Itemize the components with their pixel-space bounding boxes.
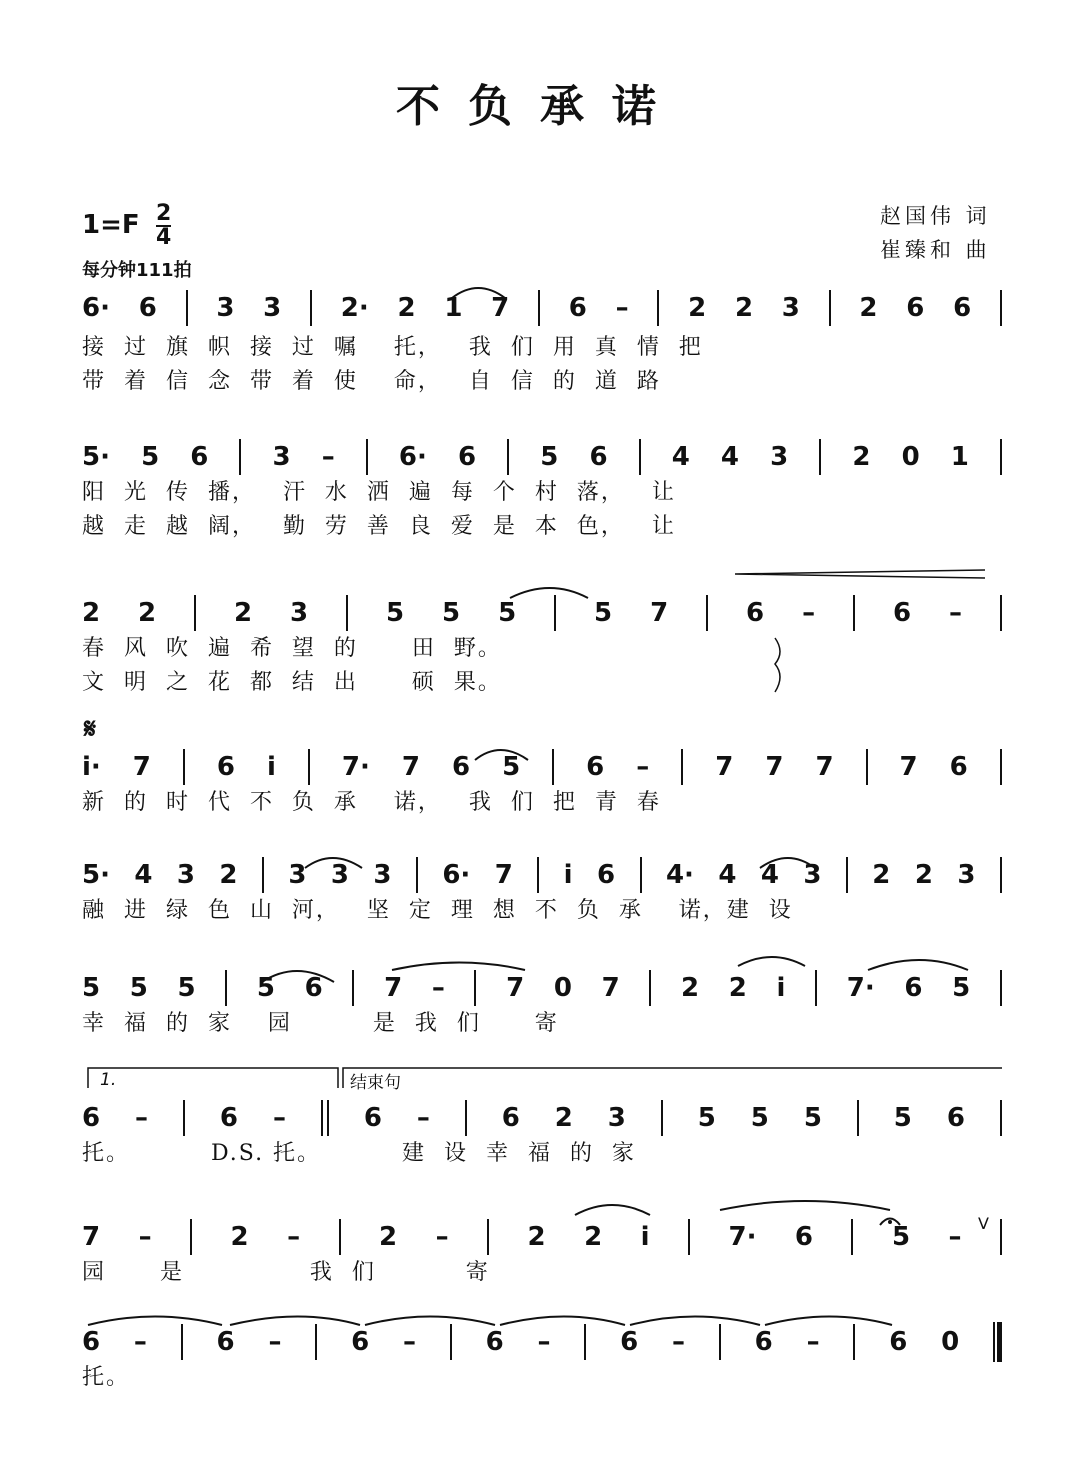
barline xyxy=(538,290,540,326)
note: 2 xyxy=(688,293,707,323)
note: – xyxy=(435,1222,449,1252)
note: 5 xyxy=(803,1103,822,1133)
note: 5 xyxy=(256,973,275,1003)
barline xyxy=(1000,1219,1002,1255)
note: 4 xyxy=(718,860,737,890)
note: 6 xyxy=(351,1327,370,1357)
barline xyxy=(657,290,659,326)
lyric-line: 托。 xyxy=(82,1365,131,1390)
note: 2 xyxy=(219,860,238,890)
note: i· xyxy=(82,752,101,782)
note: 7 xyxy=(899,752,918,782)
barline xyxy=(554,595,556,631)
note: 6 xyxy=(589,442,608,472)
note: 0 xyxy=(553,973,572,1003)
lyric-line: 春 风 吹 遍 希 望 的 田 野。 xyxy=(82,636,502,661)
note: 2 xyxy=(138,598,157,628)
note: – xyxy=(672,1327,686,1357)
barline xyxy=(706,595,708,631)
tempo-marking: 每分钟111拍 xyxy=(82,260,192,281)
note: 3 xyxy=(176,860,195,890)
barline xyxy=(639,439,641,475)
note: 2 xyxy=(859,293,878,323)
note: 7· xyxy=(846,973,875,1003)
barline xyxy=(465,1100,467,1136)
barline xyxy=(1000,749,1002,785)
note: 7· xyxy=(728,1222,757,1252)
note: 5 xyxy=(540,442,559,472)
note: 3 xyxy=(330,860,349,890)
note: 6 xyxy=(216,1327,235,1357)
note: i xyxy=(640,1222,650,1252)
note: 6· xyxy=(82,293,110,323)
notes-row xyxy=(82,437,1002,477)
barline xyxy=(1000,1100,1002,1136)
note: 5 xyxy=(177,973,196,1003)
note: – xyxy=(806,1327,820,1357)
barline xyxy=(1000,857,1002,893)
lyric-line: 越 走 越 阔， 勤 劳 善 良 爱 是 本 色， 让 xyxy=(82,514,676,539)
note: 6 xyxy=(451,752,471,782)
note: 6 xyxy=(363,1103,382,1133)
note: 5 xyxy=(442,598,461,628)
note: 3 xyxy=(770,442,789,472)
note: 3 xyxy=(957,860,976,890)
note: – xyxy=(636,752,650,782)
note: 7 xyxy=(765,752,784,782)
barline xyxy=(719,1324,721,1360)
barline xyxy=(640,857,642,893)
barline xyxy=(474,970,476,1006)
note: 5 xyxy=(386,598,405,628)
note: 6 xyxy=(501,1103,520,1133)
note: 2 xyxy=(397,293,416,323)
barline xyxy=(262,857,264,893)
barline xyxy=(649,970,651,1006)
barline xyxy=(507,439,509,475)
note: 5 xyxy=(891,1222,911,1252)
note: 6 xyxy=(219,1103,238,1133)
note: 5 xyxy=(697,1103,716,1133)
note: 5 xyxy=(594,598,613,628)
notes-row xyxy=(82,1322,1002,1362)
note: 5 xyxy=(502,752,521,782)
note: 1 xyxy=(950,442,969,472)
note: 3 xyxy=(288,860,307,890)
note: 6 xyxy=(304,973,323,1003)
barline xyxy=(310,290,312,326)
barline xyxy=(829,290,831,326)
note: – xyxy=(287,1222,301,1252)
notes-row xyxy=(82,1098,1002,1138)
note: 2 xyxy=(852,442,871,472)
note: – xyxy=(135,1103,149,1133)
note: 5 xyxy=(129,973,148,1003)
note: 7 xyxy=(715,752,734,782)
note: 6 xyxy=(586,752,605,782)
barline xyxy=(1000,439,1002,475)
ending-bracket xyxy=(343,1068,1002,1088)
final-barline xyxy=(993,1322,1002,1362)
note: 3 xyxy=(290,598,309,628)
note: 7 xyxy=(506,973,525,1003)
lyric-line: 接 过 旗 帜 接 过 嘱 托， 我 们 用 真 情 把 xyxy=(82,335,703,360)
time-denominator: 4 xyxy=(156,225,172,250)
barline xyxy=(225,970,227,1006)
barline xyxy=(851,1219,853,1255)
slur xyxy=(575,1205,650,1215)
note: – xyxy=(802,598,816,628)
note: 6 xyxy=(138,293,157,323)
note: 5 xyxy=(141,442,160,472)
time-signature xyxy=(156,201,172,250)
note: 3 xyxy=(607,1103,626,1133)
note: 7 xyxy=(601,973,620,1003)
note: 6 xyxy=(597,860,616,890)
barline xyxy=(1000,595,1002,631)
note: 2 xyxy=(681,973,700,1003)
note: 6 xyxy=(953,293,972,323)
volta-bracket-1 xyxy=(88,1068,338,1088)
note: 7 xyxy=(650,598,669,628)
note: 6 xyxy=(904,973,923,1003)
notes-row xyxy=(82,288,1002,328)
note: 6 xyxy=(82,1327,101,1357)
note: 2 xyxy=(872,860,891,890)
barline xyxy=(1000,970,1002,1006)
note: 6 xyxy=(746,598,765,628)
note: 4 xyxy=(720,442,739,472)
note: 6 xyxy=(216,752,235,782)
note: – xyxy=(537,1327,551,1357)
notes-row xyxy=(82,747,1002,787)
note: 6 xyxy=(949,752,968,782)
note: 6 xyxy=(485,1327,504,1357)
note: – xyxy=(272,1103,286,1133)
barline xyxy=(552,749,554,785)
barline xyxy=(416,857,418,893)
volta-1-label: 1. xyxy=(100,1070,117,1090)
note: 7 xyxy=(132,752,151,782)
double-barline xyxy=(321,1100,329,1136)
note: 2· xyxy=(340,293,369,323)
note: 2 xyxy=(379,1222,398,1252)
note: 5 xyxy=(82,973,101,1003)
note: 6 xyxy=(889,1327,908,1357)
note: 2 xyxy=(728,973,747,1003)
note: 4 xyxy=(671,442,690,472)
notes-row xyxy=(82,855,1002,895)
note: – xyxy=(321,442,335,472)
note: 3 xyxy=(216,293,235,323)
note: 6 xyxy=(620,1327,639,1357)
note: 6 xyxy=(754,1327,773,1357)
note: 5 xyxy=(498,598,517,628)
barline xyxy=(846,857,848,893)
barline xyxy=(186,290,188,326)
note: – xyxy=(431,973,445,1003)
note: 5· xyxy=(82,860,110,890)
lyric-line: 托。 D.S. 托。 建 设 幸 福 的 家 xyxy=(82,1141,636,1166)
lyric-line: 园 是 我 们 寄 xyxy=(82,1260,490,1285)
note: 6· xyxy=(398,442,427,472)
slur xyxy=(720,1201,890,1210)
note: 6 xyxy=(457,442,477,472)
note: 1 xyxy=(444,293,463,323)
note: 2 xyxy=(734,293,754,323)
slur xyxy=(738,957,805,966)
note: 7 xyxy=(82,1222,101,1252)
note: 7· xyxy=(341,752,370,782)
barline xyxy=(584,1324,586,1360)
note: 4 xyxy=(760,860,779,890)
time-numerator: 2 xyxy=(156,201,172,226)
barline xyxy=(815,970,817,1006)
note: 3 xyxy=(803,860,822,890)
note: – xyxy=(416,1103,430,1133)
barline xyxy=(487,1219,489,1255)
note: 4· xyxy=(665,860,694,890)
note: 2 xyxy=(584,1222,603,1252)
note: 5 xyxy=(952,973,971,1003)
note: i xyxy=(563,860,573,890)
note: 3 xyxy=(272,442,291,472)
note: 7 xyxy=(815,752,834,782)
barline xyxy=(315,1324,317,1360)
barline xyxy=(537,857,539,893)
note: 3 xyxy=(373,860,392,890)
note: 7 xyxy=(494,860,513,890)
barline xyxy=(308,749,310,785)
note: 3 xyxy=(781,293,800,323)
ending-label: 结束句 xyxy=(350,1073,401,1093)
note: 7 xyxy=(491,293,510,323)
barline xyxy=(857,1100,859,1136)
segno-sign: 𝄋 xyxy=(84,712,97,745)
barline xyxy=(688,1219,690,1255)
note: 0 xyxy=(901,442,920,472)
lyric-line: 幸 福 的 家 园 是 我 们 寄 xyxy=(82,1011,559,1036)
notes-row xyxy=(82,1217,1002,1257)
note: 0 xyxy=(941,1327,960,1357)
note: i xyxy=(776,973,786,1003)
breath-mark: V xyxy=(978,1214,989,1233)
barline xyxy=(1000,290,1002,326)
lyric-line: 带 着 信 念 带 着 使 命， 自 信 的 道 路 xyxy=(82,369,661,394)
barline xyxy=(661,1100,663,1136)
barline xyxy=(339,1219,341,1255)
barline xyxy=(190,1219,192,1255)
barline xyxy=(352,970,354,1006)
note: 5· xyxy=(82,442,110,472)
note: 6 xyxy=(82,1103,101,1133)
note: 7 xyxy=(384,973,403,1003)
barline xyxy=(183,1100,185,1136)
note: 2 xyxy=(230,1222,249,1252)
lyric-line: 文 明 之 花 都 结 出 硕 果。 xyxy=(82,670,502,695)
barline xyxy=(346,595,348,631)
composer-credit: 崔臻和 曲 xyxy=(880,238,991,262)
barline xyxy=(681,749,683,785)
barline xyxy=(194,595,196,631)
note: – xyxy=(133,1327,147,1357)
note: 6 xyxy=(946,1103,965,1133)
note: 7 xyxy=(401,752,420,782)
note: 5 xyxy=(893,1103,912,1133)
notes-row xyxy=(82,593,1002,633)
note: 2 xyxy=(914,860,933,890)
barline xyxy=(239,439,241,475)
note: 4 xyxy=(134,860,153,890)
barline xyxy=(866,749,868,785)
song-title: 不负承诺 xyxy=(396,81,684,132)
barline xyxy=(450,1324,452,1360)
key-signature: 1=F xyxy=(82,210,140,240)
note: – xyxy=(948,1222,962,1252)
barline xyxy=(853,595,855,631)
lyric-line: 阳 光 传 播， 汗 水 洒 遍 每 个 村 落， 让 xyxy=(82,480,676,505)
note: – xyxy=(948,598,962,628)
notes-row xyxy=(82,968,1002,1008)
note: 6 xyxy=(794,1222,814,1252)
note: 2 xyxy=(527,1222,546,1252)
note: 6 xyxy=(190,442,209,472)
lyric-line: 新 的 时 代 不 负 承 诺， 我 们 把 青 春 xyxy=(82,790,661,815)
note: 6· xyxy=(442,860,471,890)
note: – xyxy=(402,1327,416,1357)
barline xyxy=(819,439,821,475)
note: 6 xyxy=(892,598,912,628)
lyricist-credit: 赵国伟 词 xyxy=(880,204,991,228)
note: 2 xyxy=(234,598,253,628)
note: i xyxy=(266,752,276,782)
note: 3 xyxy=(263,293,282,323)
note: 6 xyxy=(906,293,925,323)
note: 2 xyxy=(82,598,101,628)
note: – xyxy=(138,1222,152,1252)
decrescendo-hairpin xyxy=(735,570,985,578)
barline xyxy=(183,749,185,785)
barline xyxy=(366,439,368,475)
barline xyxy=(181,1324,183,1360)
note: 5 xyxy=(750,1103,769,1133)
barline xyxy=(853,1324,855,1360)
note: – xyxy=(268,1327,282,1357)
note: 2 xyxy=(554,1103,573,1133)
lyric-line: 融 进 绿 色 山 河， 坚 定 理 想 不 负 承 诺，建 设 xyxy=(82,898,793,923)
note: – xyxy=(615,293,629,323)
note: 6 xyxy=(568,293,587,323)
